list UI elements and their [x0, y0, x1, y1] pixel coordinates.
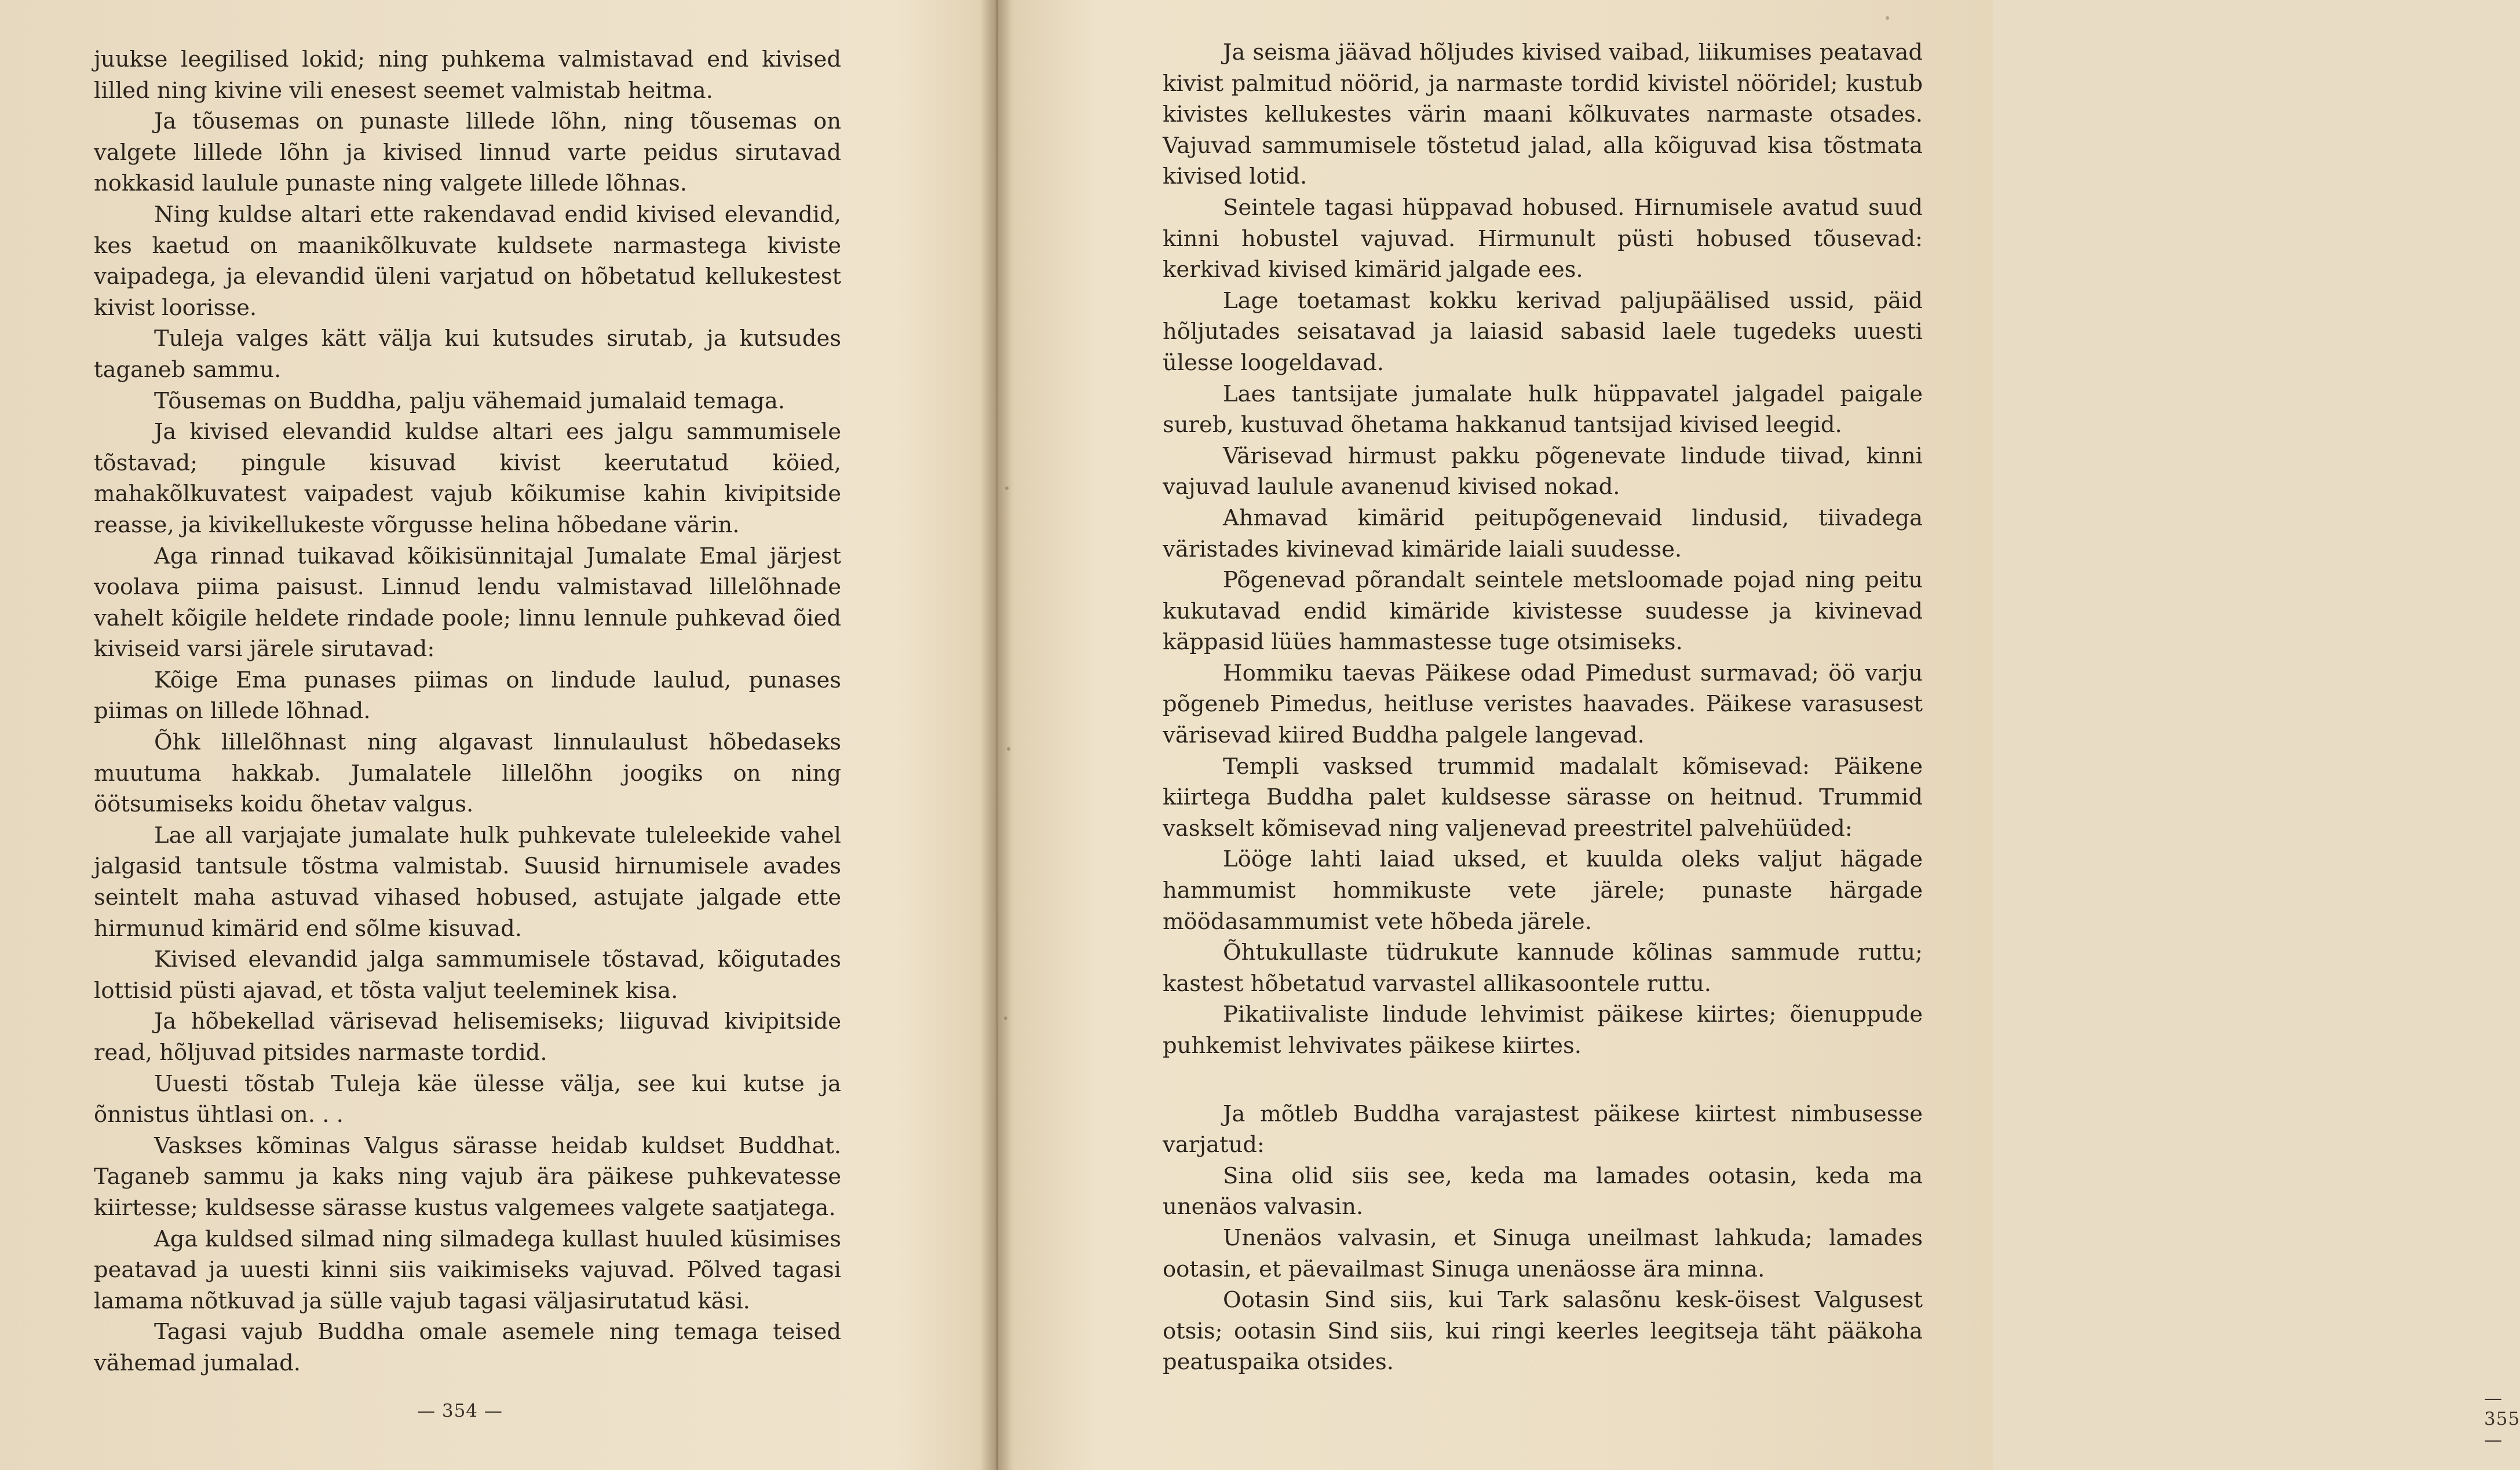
right-page-paragraph: Ja mõtleb Buddha varajastest päikese kiirtest nimbusesse varjatud: — [1163, 1100, 1923, 1158]
right-page-paragraph: Laes tantsijate jumalate hulk hüppavatel jalgadel paigale sureb, kustuvad õhetama hakkanud tantsijad kivised leegid. — [1163, 381, 1923, 438]
right-page-paragraph: Hommiku taevas Päikese odad Pimedust surmavad; öö varju põgeneb Pimedus, heitluse veristes haavades. Päikese varasusest värisevad kiired Buddha palgele langevad. — [1163, 660, 1923, 749]
right-page-paragraph: Pikatiivaliste lindude lehvimist päikese kiirtes; õienuppude puhkemist lehvivates päikese kiirtes. — [1163, 1001, 1923, 1059]
section-break — [1163, 1062, 1923, 1099]
right-page-paragraph: Ja seisma jäävad hõljudes kivised vaibad, liikumises peatavad kivist palmitud nöörid, ja narmaste tordid kivistel nööridel; kustub kivistes kellukestes värin maani kõlkuvates narmaste otsades. Vajuvad sammumisele tõstetud jalad, alla kõiguvad kisa tõstmata kivised lotid. — [1163, 39, 1923, 190]
left-page-paragraph: Ja kivised elevandid kuldse altari ees jalgu sammumisele tõstavad; pingule kisuvad kivist keerutatud köied, mahakõlkuvatest vaipadest vajub kõikumise kahin kivipitside reasse, ja kivikellukeste võrgusse helina hõbedane värin. — [94, 419, 841, 538]
left-page-text — [94, 44, 841, 1379]
right-page-number: — 355 — — [2484, 1388, 2520, 1450]
right-page-paragraph: Templi vasksed trummid madalalt kõmisevad: Päikene kiirtega Buddha palet kuldsesse särasse on heitnud. Trummid vaskselt kõmisevad ning valjenevad preestritel palvehüüded: — [1163, 753, 1923, 842]
right-page-paragraph: Lööge lahti laiad uksed, et kuulda oleks valjut hägade hammumist hommikuste vete järele; punaste härgade möödasammumist vete hõbeda järele. — [1163, 846, 1923, 935]
left-page-paragraph: juukse leegilised lokid; ning puhkema valmistavad end kivised lilled ning kivine vili enesest seemet valmistab heitma. — [94, 46, 841, 104]
right-page-paragraph: Õhtukullaste tüdrukute kannude kõlinas sammude ruttu; kastest hõbetatud varvastel allikasoontele ruttu. — [1163, 939, 1923, 997]
left-page-paragraph: Kivised elevandid jalga sammumisele tõstavad, kõigutades lottisid püsti ajavad, et tõsta valjut teeleminek kisa. — [94, 946, 841, 1004]
left-page-number: — 354 — — [417, 1400, 503, 1421]
left-page-paragraph: Tagasi vajub Buddha omale asemele ning temaga teised vähemad jumalad. — [94, 1319, 841, 1376]
right-page-paragraph: Põgenevad põrandalt seintele metsloomade pojad ning peitu kukutavad endid kimäride kivistesse suudesse ja kivinevad käppasid lüües hammastesse tuge otsimiseks. — [1163, 567, 1923, 656]
right-page-paragraph: Unenäos valvasin, et Sinuga uneilmast lahkuda; lamades ootasin, et päevailmast Sinuga unenäosse ära minna. — [1163, 1224, 1923, 1282]
left-page-paragraph: Tuleja valges kätt välja kui kutsudes sirutab, ja kutsudes taganeb sammu. — [94, 326, 841, 383]
paper-speck — [1004, 1016, 1007, 1020]
paper-speck — [1005, 487, 1009, 490]
left-page-paragraph: Ning kuldse altari ette rakendavad endid kivised elevandid, kes kaetud on maanikõlkuvate kuldsete narmastega kiviste vaipadega, ja elevandid üleni varjatud on hõbetatud kellukestest kivist loorisse. — [94, 201, 841, 321]
right-page-paragraph: Värisevad hirmust pakku põgenevate lindude tiivad, kinni vajuvad laulule avanenud kivised nokad. — [1163, 443, 1923, 500]
right-page — [998, 0, 2520, 1470]
right-page-paragraph: Lage toetamast kokku kerivad paljupäälised ussid, päid hõljutades seisatavad ja laiasid sabasid laele tugedeks uuesti ülesse loogeldavad. — [1163, 287, 1923, 376]
left-page-paragraph: Tõusemas on Buddha, palju vähemaid jumalaid temaga. — [154, 387, 786, 414]
left-page-paragraph: Ja tõusemas on punaste lillede lõhn, ning tõusemas on valgete lillede lõhn ja kivised linnud varte peidus sirutavad nokkasid laulule punaste ning valgete lillede lõhnas. — [94, 108, 841, 197]
right-page-paragraph: Seintele tagasi hüppavad hobused. Hirnumisele avatud suud kinni hobustel vajuvad. Hirmunult püsti hobused tõusevad: kerkivad kivised kimärid jalgade ees. — [1163, 194, 1923, 283]
left-page-paragraph: Uuesti tõstab Tuleja käe ülesse välja, see kui kutse ja õnnistus ühtlasi on. . . — [94, 1070, 841, 1128]
left-page-paragraph: Kõige Ema punases piimas on lindude laulud, punases piimas on lillede lõhnad. — [94, 667, 841, 725]
right-page-text — [1163, 37, 1923, 1378]
left-page-paragraph: Ja hõbekellad värisevad helisemiseks; liiguvad kivipitside read, hõljuvad pitsides narmaste tordid. — [94, 1008, 841, 1066]
left-page-paragraph: Vaskses kõminas Valgus särasse heidab kuldset Buddhat. Taganeb sammu ja kaks ning vajub ära päikese puhkevatesse kiirtesse; kuldsesse särasse kustus valgemees valgete saatjatega. — [94, 1132, 841, 1221]
left-page-paragraph: Aga kuldsed silmad ning silmadega kullast huuled küsimises peatavad ja uuesti kinni siis vaikimiseks vajuvad. Põlved tagasi lamama nõtkuvad ja sülle vajub tagasi väljasirutatud käsi. — [94, 1226, 841, 1314]
paper-speck — [1007, 747, 1010, 751]
right-page-paragraph: Ahmavad kimärid peitupõgenevaid lindusid, tiivadega väristades kivinevad kimäride laiali suudesse. — [1163, 504, 1923, 562]
paper-speck — [1886, 16, 1889, 20]
left-page-paragraph: Aga rinnad tuikavad kõikisünnitajal Jumalate Emal järjest voolava piima paisust. Linnud lendu valmistavad lillelõhnade vahelt kõigile heldete rindade poole; linnu lennule puhkevad õied kiviseid varsi järele sirutavad: — [94, 543, 841, 663]
right-page-paragraph: Ootasin Sind siis, kui Tark salasõnu kesk-öisest Valgusest otsis; ootasin Sind siis, kui ringi keerles leegitseja täht pääkoha peatuspaika otsides. — [1163, 1287, 1923, 1376]
left-page — [0, 0, 996, 1470]
left-page-paragraph: Õhk lillelõhnast ning algavast linnulaulust hõbedaseks muutuma hakkab. Jumalatele lillelõhn joogiks on ning öötsumiseks koidu õhetav valgus. — [94, 729, 841, 818]
left-page-paragraph: Lae all varjajate jumalate hulk puhkevate tuleleekide vahel jalgasid tantsule tõstma valmistab. Suusid hirnumisele avades seintelt maha astuvad vihased hobused, astujate jalgade ette hirmunud kimärid end sõlme kisuvad. — [94, 822, 841, 942]
right-page-paragraph: Sina olid siis see, keda ma lamades ootasin, keda ma unenäos valvasin. — [1163, 1162, 1923, 1220]
